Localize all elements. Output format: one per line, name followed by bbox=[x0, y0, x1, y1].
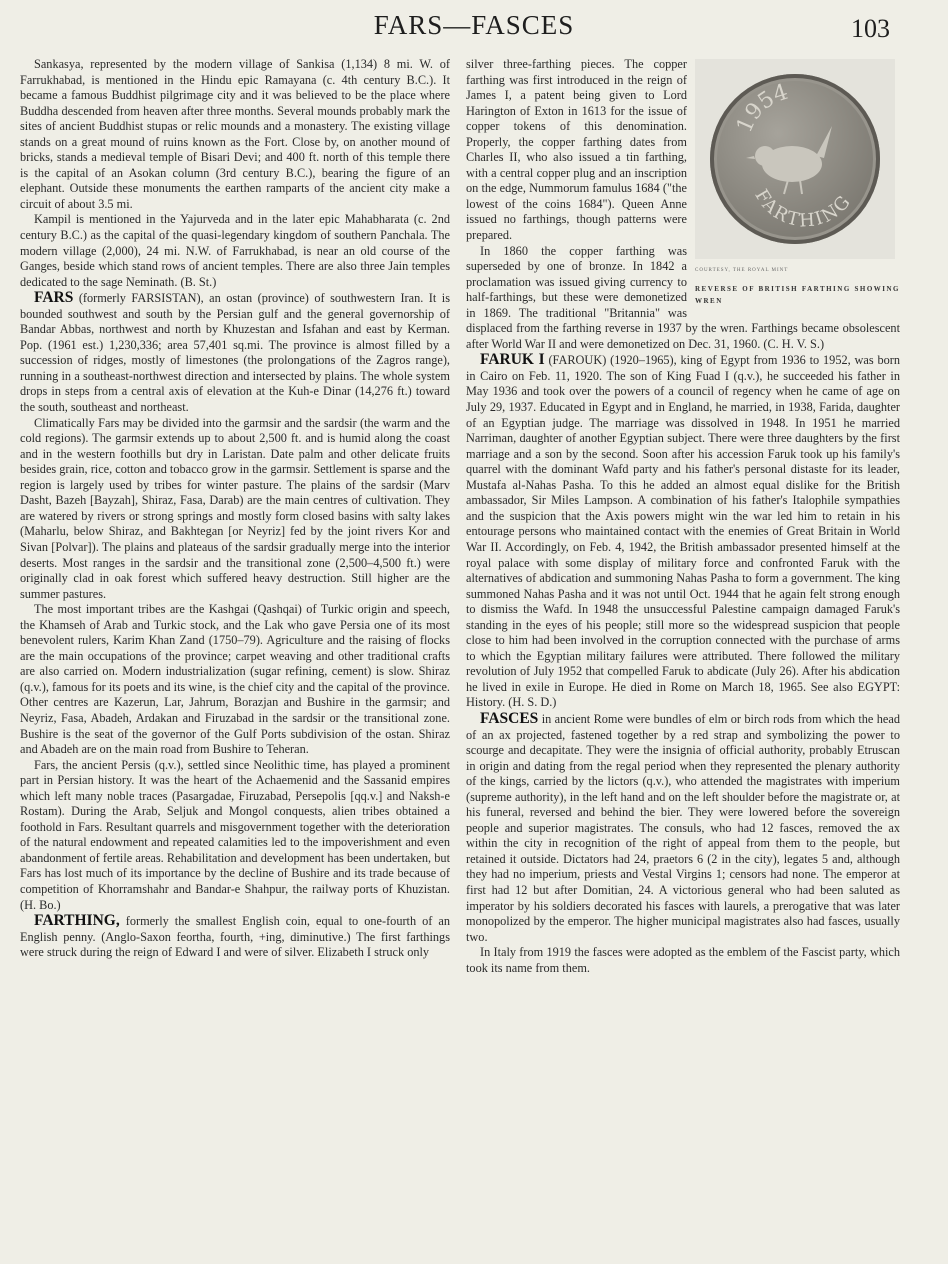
coin-photo-frame bbox=[695, 59, 895, 259]
paragraph-sankasya: Sankasya, represented by the modern village of Sankisa (1,134) 8 mi. W. of Farrukhabad, is mentioned in the Hindu epic Ramayana (c. 4th century B.C.). It became a famous Buddhist pilgrimage city and it was believed to be the place where Buddha descended from heaven after three months. Several mounds probably mark the sites of ancient Buddhist stupas or relic mounds and a monastery. The existing village stands on a great mound of ruins known as the Fort. Close by, on another mound of bricks, stands a medieval temple of Bisari Devi; and 400 ft. north of this temple there is the capital of an Asokan column (3rd century B.C.), bearing the figure of an elephant. Outside these monuments the earthen ramparts of the ancient city make a circuit of about 3.5 mi. bbox=[20, 57, 450, 211]
paragraph-fasces-italy: In Italy from 1919 the fasces were adopted as the emblem of the Fascist party, which took its name from them. bbox=[466, 945, 900, 975]
farthing-coin-image bbox=[710, 74, 880, 244]
wren-coin-illustration bbox=[710, 74, 880, 244]
farthing-text-continued: silver three-farthing pieces. The copper farthing was first introduced in the reign of James I, a patent being given to Lord Harington of Exton in 1613 for the issue of copper tokens of this denomination. Properly, the copper farthing dates from Charles II, who also issued a tin farthing, with a central copper plug and an inscription on the edge, Nummorum famulus 1684 ("the lowest of the coins 1684"). Queen Anne issued no farthings, though patterns were prepared. bbox=[466, 57, 687, 243]
entry-faruk bbox=[466, 352, 900, 711]
paragraph-fars-history: Fars, the ancient Persis (q.v.), settled since Neolithic time, has played a prominent part in Persian history. It was the heart of the Achaemenid and the Sassanid empires which left many noble traces (Pasargadae, Firuzabad, Persepolis [qq.v.] and Naksh-e Rostam). During the Arab, Seljuk and Mongol conquests, alien tribes obtained a foothold in Fars. Resultant quarrels and misgovernment together with the deterioration of the natural endowment and repeated calamities led to the impoverishment and even abandonment of fertile areas. Rehabilitation and development has been undertaken, but Fars has lost much of its importance by the decline of Bushire and its trade because of competition of Khorramshahr and Bandar-e Shahpur, the railway ports of Khuzistan. (H. Bo.) bbox=[20, 757, 450, 912]
wren-beak bbox=[746, 156, 755, 159]
coin-year-text: 1954 bbox=[732, 79, 792, 137]
paragraph-farthing-bronze: In 1860 the copper farthing was superseded by one of bronze. In 1842 a proclamation was issued giving currency to half-farthings, but these were demonetized in 1869. The traditional "Britannia" was displaced from the farthing reverse in 1937 by the wren. Farthings became obsolescent after World War II and were demonetized on Dec. 31, 1960. (C. H. V. S.) bbox=[466, 243, 900, 351]
entry-heading-farthing: FARTHING, bbox=[34, 912, 120, 930]
entry-heading-faruk: FARUK I bbox=[480, 351, 545, 369]
figure-caption: REVERSE OF BRITISH FARTHING SHOWING WREN bbox=[695, 284, 900, 305]
paragraph-kampil: Kampil is mentioned in the Yajurveda and in the later epic Mahabharata (c. 2nd century B.C.) as the capital of the quasi-legendary kingdom of southern Panchala. The modern village (2,000), 24 mi. N.W. of Farrukhabad, is near an old course of the Ganges, beside which stand rows of ancient temples. There are also three Jain temples dedicated to the sage Neminath. (B. St.) bbox=[20, 212, 450, 289]
entry-fars bbox=[20, 290, 450, 415]
left-column bbox=[20, 57, 450, 1257]
faruk-text: (FAROUK) (1920–1965), king of Egypt from 1936 to 1952, was born in Cairo on Feb. 11, 1920. The son of King Fuad I (q.v.), he succeeded his father in May 1936 and took over the powers of a council of regency when he came of age on July 29, 1937. Educated in Egypt and in England, he married, in 1938, Farida, daughter of an Egyptian judge. The marriage was dissolved in 1948. In 1951 he married Narriman, daughter of another Egyptian subject. There were three daughters by the first marriage and a son by the second. Soon after his accession Faruk took up his family's quarrel with the dominant Wafd party and his father's personal distaste for its leader, Mustafa al-Nahas Pasha. To this he added an almost equal dislike for the British ambassador, Sir Miles Lampson. A combination of his father's Italophile sympathies and the suspicion that the Axis powers might win the war led him to retain in his entourage persons who maintained contact with the enemies of Great Britain in World War II. Accordingly, on Feb. 4, 1942, the British ambassador presented himself at the royal palace with some display of military force and confronted Faruk with the alternatives of abdication and summoning Nahas Pasha to form a government. The king summoned Nahas Pasha and it was not until Oct. 1944 that he again felt strong enough to dismiss the Wafd. In 1948 the unsuccessful Palestine campaign damaged Faruk's standing in the eyes of his people; still more so the widespread suspicion that people close to him had been involved in the corruption connected with the purchase of arms to which the Egyptian military failures were attributed. There followed the military revolution of July 1952 that compelled Faruk to abdicate (July 26). After his abdication he lived in exile in Europe. He died in Rome on March 18, 1965. See also EGYPT: History. (H. S. D.) bbox=[466, 353, 900, 710]
entry-heading-fasces: FASCES bbox=[480, 709, 539, 727]
fars-text-1: (formerly FARSISTAN), an ostan (province) of southwestern Iran. It is bounded southwest and south by the Persian gulf and the general governorship of Bandar Abbas, northwest and north by Khuzestan and Isfahan and east by Kerman. Pop. (1961 est.) 1,230,336; area 57,401 sq.mi. The province is almost filled by a succession of ridges, mostly of limestones (the prolongations of the Zagros range), running in a southeast-northwest direction and intersected by plains. The whole system drops in steps from a central axis of elevation at the Kuh-e Dinar (14,276 ft.) toward the south, southeast and northeast. bbox=[20, 291, 450, 415]
running-header: FARS—FASCES bbox=[373, 10, 575, 40]
wren-legs bbox=[784, 180, 802, 194]
coin-word-text: FARTHING bbox=[750, 185, 856, 232]
paragraph-fars-tribes: The most important tribes are the Kashgai (Qashqai) of Turkic origin and speech, the Khamseh of Arab and Turkic stock, and the Lak who gave Persia one of its most benevolent rulers, Karim Khan Zand (1750–79). Agriculture and the raising of flocks are the main occupations of the province; carpet weaving and other traditional crafts are also carried on. Modern industrialization (sugar refining, cement) is slow. Shiraz (q.v.), famous for its poets and its wine, is the chief city and the capital of the province. Other centres are Kazerun, Lar, Jahrum, Borazjan and Bushire in the garmsir; and Neyriz, Fasa, Abadeh, Ardakan and Firuzabad in the sardsir or the transitional zone. Bushire is the seat of the governor of the Gulf Ports subdivision of the ostan. Shiraz and Abadeh are on the main road from Bushire to Teheran. bbox=[20, 602, 450, 757]
entry-heading-fars: FARS bbox=[34, 289, 74, 307]
entry-farthing bbox=[20, 913, 450, 961]
page-number: 103 bbox=[851, 14, 890, 43]
wren-tail bbox=[816, 126, 832, 158]
coin-figure bbox=[695, 59, 900, 307]
farthing-text-1: formerly the smallest English coin, equal to one-fourth of an English penny. (Anglo-Saxon feortha, fourth, +ing, diminutive.) The first farthings were struck during the reign of Edward I and were of silver. Elizabeth I struck only bbox=[20, 914, 450, 960]
figure-credit: COURTESY, THE ROYAL MINT bbox=[695, 268, 789, 273]
wren-head bbox=[755, 146, 775, 166]
right-column bbox=[466, 57, 900, 1257]
paragraph-fars-climate: Climatically Fars may be divided into the garmsir and the sardsir (the warm and the cold regions). The garmsir extends up to about 2,500 ft. and is humid along the coast and in the western foothills but dry in Laristan. Date palm and other delicate fruits besides grain, rice, cotton and tobacco grow in the garmsir. Settlement is sparse and the region is largely used by tribes for winter pasture. The plains of the sardsir (Marv Dasht, Bazeh [Bayzah], Shiraz, Fasa, Darab) are the main centres of cultivation. They are watered by rivers or strong springs and mostly form closed basins with salty lakes (Maharlu, below Shiraz, and Bakhtegan [or Neyriz] fed by the joint rivers Kor and Sivan [Polvar]). The plains and plateaus of the sardsir gradually merge into the interior deserts. Most ranges in the sardsir and the transitional zone (2,500–4,500 ft.) were originally clad in oak forest which suffered heavy destruction. Still higher are the summer pastures. bbox=[20, 415, 450, 601]
entry-fasces bbox=[466, 711, 900, 945]
fasces-text-1: in ancient Rome were bundles of elm or birch rods from which the head of an ax projected, fastened together by a red strap and symbolizing the power to scourge and decapitate. They were the insignia of official authority, probably Etruscan in origin and dating from the regal period when they represented the plenary authority of the kings, carried by the lictors (q.v.), who attended the magistrates with imperium (supreme authority), in the left hand and on the left shoulder before the magistrate or, at his funeral, reversed and behind the bier. They were lowered before the sovereign people and superior magistrates. The consuls, who had 12 fasces, removed the ax within the city in recognition of the right of appeal from them to the people, but retained it outside. Dictators had 24, praetors 6 (2 in the city), legates 5 and, although they had no imperium, priests and Vestal Virgins 1; censors had none. The emperor at first had 12 but after Domitian, 24. A victorious general who had been saluted as imperator by his soldiers decorated his fasces with laurels, a prerogative that was later monopolized by the emperor. The higher municipal magistrates also had fasces, usually two. bbox=[466, 711, 900, 944]
